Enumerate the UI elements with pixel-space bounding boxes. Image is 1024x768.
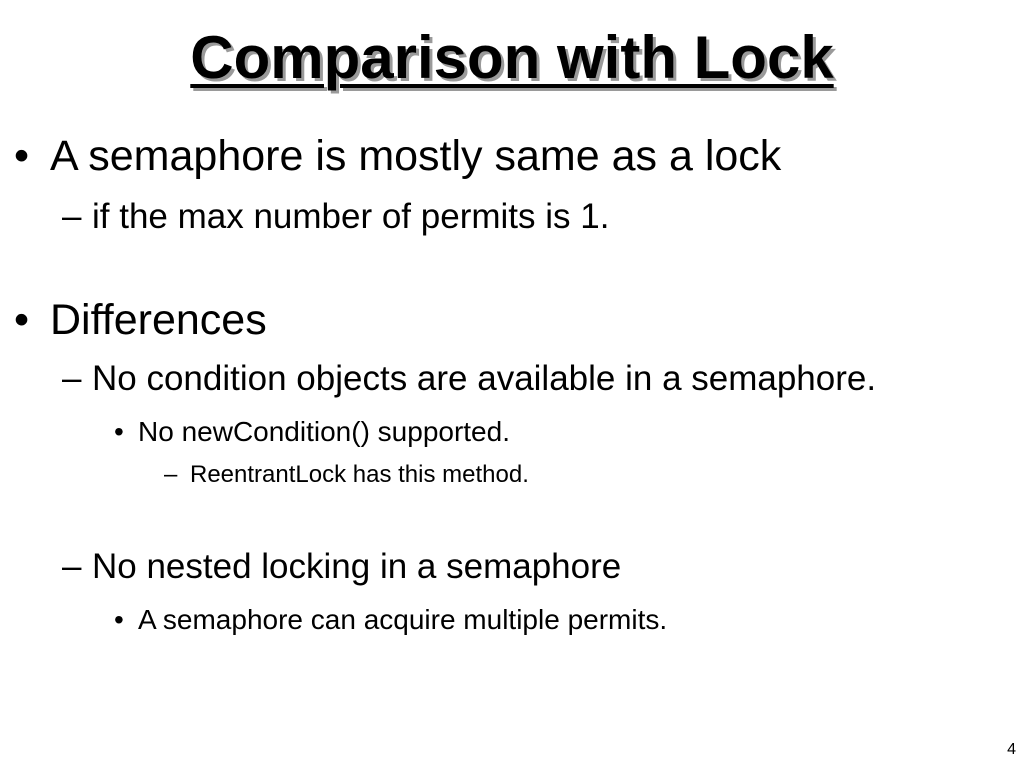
bullet-marker: • (114, 416, 124, 447)
dash-marker: – (62, 197, 82, 236)
bullet-marker: • (14, 132, 30, 180)
level4-text: ReentrantLock has this method. (190, 461, 529, 488)
dash-marker: – (164, 461, 178, 488)
bullet-text: Differences (50, 296, 267, 344)
bullet-text: A semaphore is mostly same as a lock (50, 132, 782, 180)
subsubitem-text: No newCondition() supported. (138, 416, 510, 447)
subitem-text: No condition objects are available in a semaphore. (92, 359, 877, 398)
dash-marker: – (62, 547, 82, 586)
dash-marker: – (62, 359, 82, 398)
bullet-marker: • (14, 296, 30, 344)
page-number: 4 (1007, 741, 1016, 758)
subsubitem-text: A semaphore can acquire multiple permits. (138, 604, 668, 635)
slide-title: Comparison with Lock (190, 24, 834, 91)
bullet-marker: • (114, 604, 124, 635)
subitem-text: if the max number of permits is 1. (92, 197, 610, 236)
subitem-text: No nested locking in a semaphore (92, 547, 622, 586)
